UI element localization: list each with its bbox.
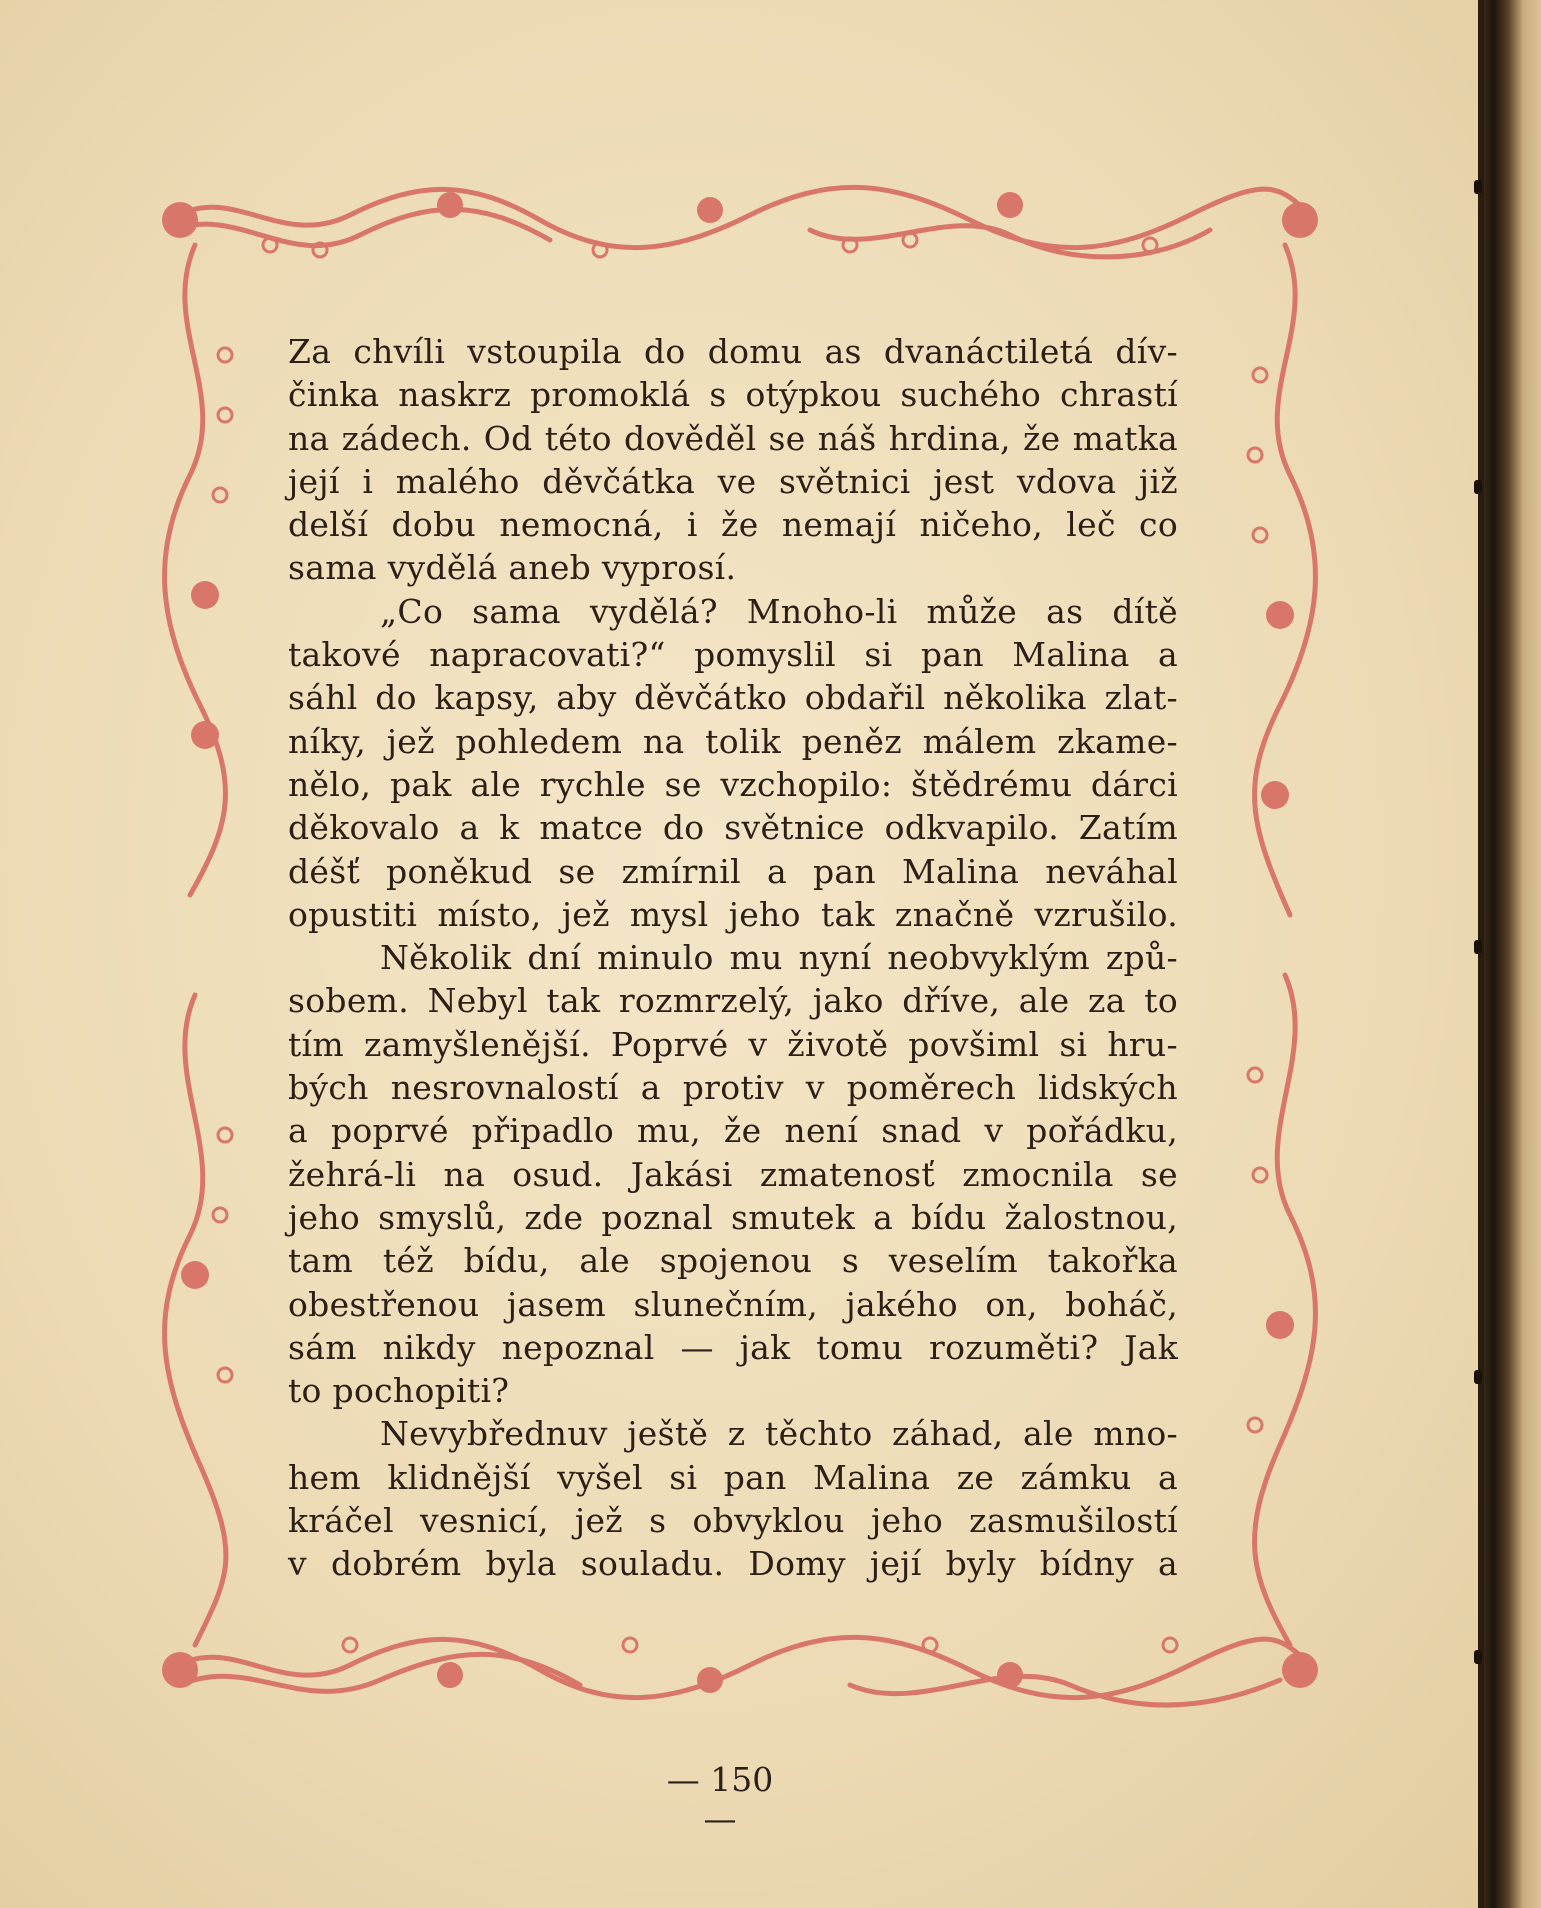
text-line: Několik dní minulo mu nyní neobvyklým způ- — [380, 938, 1178, 978]
text-line: „Co sama vydělá? Mnoho-li může as dítě — [380, 591, 1178, 631]
text-line: delší dobu nemocná, i že nemají ničeho, leč co — [288, 505, 1178, 545]
text-line: takové napracovati?“ pomyslil si pan Malina a — [288, 635, 1178, 675]
page-number: — 150 — — [666, 1760, 774, 1838]
text-line: hem klidnější vyšel si pan Malina ze zámku a — [288, 1457, 1178, 1497]
text-line: déšť poněkud se zmírnil a pan Malina neváhal — [288, 851, 1178, 891]
text-line: to pochopiti? — [288, 1371, 510, 1411]
right-vine — [1255, 245, 1316, 915]
text-line: bých nesrovnalostí a protiv v poměrech lidských — [288, 1068, 1178, 1108]
ink-speck — [1474, 1370, 1482, 1384]
text-line: tím zamyšlenější. Poprvé v životě povšiml si hru- — [288, 1024, 1178, 1064]
text-line: sama vydělá aneb vyprosí. — [288, 548, 737, 588]
left-vine — [165, 245, 226, 895]
text-line: tam též bídu, ale spojenou s veselím takořka — [288, 1241, 1178, 1281]
text-line: činka naskrz promoklá s otýpkou suchého chrastí — [288, 375, 1178, 415]
gutter-edge — [1478, 0, 1484, 1908]
text-line: níky, jež pohledem na tolik peněz málem zkame- — [288, 721, 1178, 761]
text-line: její i malého děvčátka ve světnici jest vdova již — [288, 461, 1178, 501]
book-gutter — [1482, 0, 1541, 1908]
top-vine — [170, 187, 1315, 247]
text-line: a poprvé připadlo mu, že není snad v pořádku, — [288, 1111, 1178, 1151]
text-line: Za chvíli vstoupila do domu as dvanáctiletá dív- — [288, 332, 1178, 371]
text-line: kráčel vesnicí, jež s obvyklou jeho zasmušilostí — [288, 1501, 1178, 1541]
text-line: obestřenou jasem slunečním, jakého on, boháč, — [288, 1284, 1178, 1324]
text-line: nělo, pak ale rychle se vzchopilo: štědrému dárci — [288, 764, 1178, 804]
ink-speck — [1474, 1650, 1482, 1664]
text-line: děkovalo a k matce do světnice odkvapilo. Zatím — [288, 808, 1178, 848]
ink-speck — [1474, 180, 1482, 194]
text-line: sáhl do kapsy, aby děvčátko obdařil několika zlat- — [288, 678, 1178, 718]
body-text — [288, 330, 1178, 1586]
text-line: sám nikdy nepoznal — jak tomu rozuměti? Jak — [288, 1327, 1178, 1367]
text-line: jeho smyslů, zde poznal smutek a bídu žalostnou, — [288, 1197, 1178, 1237]
ink-speck — [1474, 480, 1482, 494]
text-line: sobem. Nebyl tak rozmrzelý, jako dříve, ale za to — [288, 981, 1178, 1021]
ink-speck — [1474, 940, 1482, 954]
text-line: v dobrém byla souladu. Domy její byly bídny a — [288, 1544, 1178, 1584]
text-line: Nevybřednuv ještě z těchto záhad, ale mno- — [380, 1414, 1178, 1454]
text-line: opustiti místo, jež mysl jeho tak značně vzrušilo. — [288, 894, 1178, 934]
text-line: žehrá-li na osud. Jakási zmatenosť zmocnila se — [288, 1154, 1178, 1194]
text-line: na zádech. Od této dověděl se náš hrdina, že matka — [288, 418, 1178, 458]
